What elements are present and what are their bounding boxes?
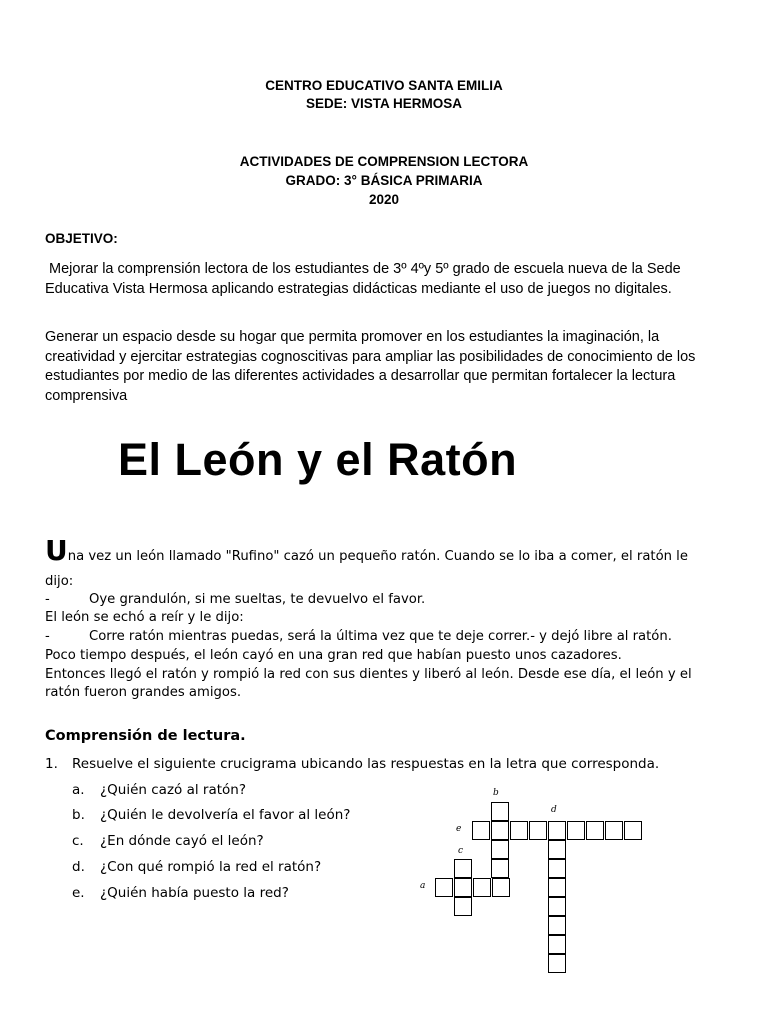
- year-label: 2020: [368, 192, 400, 207]
- question-e: ¿Quién había puesto la red?: [100, 885, 289, 901]
- crossword-cell[interactable]: [454, 859, 472, 878]
- objective-paragraph-2: Generar un espacio desde su hogar que permita promover en los estudiantes la imaginación, la creatividad y ejercitar estrategias cognoscitivas para ampliar las posibilidades de conocimiento de los estudiantes por medio de las diferentes actividades a desarrollar que permitan fortalecer la lectura comprensiva: [45, 329, 696, 404]
- crossword-cell[interactable]: [548, 935, 566, 954]
- grade-label: GRADO: 3° BÁSICA PRIMARIA: [285, 173, 483, 188]
- crossword-cell[interactable]: [548, 878, 566, 897]
- story-line-4: El león se echó a reír y le dijo:: [45, 610, 244, 625]
- drop-cap: U: [45, 534, 68, 567]
- crossword-clue-label-d: d: [551, 805, 557, 815]
- story-line-2: dijo:: [45, 574, 74, 589]
- crossword-clue-label-b: b: [493, 788, 499, 798]
- question-letter: b.: [72, 807, 85, 823]
- question-c: ¿En dónde cayó el león?: [100, 833, 264, 849]
- instruction-text: Resuelve el siguiente crucigrama ubicando las respuestas en la letra que corresponda.: [72, 756, 660, 772]
- crossword-cell[interactable]: [491, 840, 509, 859]
- question-letter: e.: [72, 885, 85, 901]
- crossword-cell[interactable]: [605, 821, 623, 840]
- instruction-number: 1.: [45, 756, 58, 772]
- dialogue-text: Oye grandulón, si me sueltas, te devuelvo el favor.: [89, 592, 426, 607]
- crossword-cell[interactable]: [548, 859, 566, 878]
- crossword-cell[interactable]: [473, 878, 491, 897]
- comprehension-heading: Comprensión de lectura.: [45, 728, 246, 744]
- story-line-6: Poco tiempo después, el león cayó en una gran red que habían puesto unos cazadores.: [45, 648, 622, 663]
- crossword-cell[interactable]: [624, 821, 642, 840]
- question-b: ¿Quién le devolvería el favor al león?: [100, 807, 351, 823]
- campus-name: SEDE: VISTA HERMOSA: [305, 96, 462, 111]
- crossword-cell[interactable]: [491, 859, 509, 878]
- crossword-clue-label-a: a: [420, 881, 426, 891]
- crossword-cell[interactable]: [435, 878, 453, 897]
- crossword-cell[interactable]: [492, 878, 510, 897]
- dialogue-text: Corre ratón mientras puedas, será la última vez que te deje correr.- y dejó libre al ratón.: [89, 629, 672, 644]
- story-dialogue-1: [45, 591, 725, 610]
- question-letter: d.: [72, 859, 85, 875]
- crossword-cell[interactable]: [510, 821, 528, 840]
- crossword-cell[interactable]: [548, 897, 566, 916]
- story-line-8: ratón fueron grandes amigos.: [45, 685, 242, 700]
- crossword-clue-label-e: e: [456, 824, 462, 834]
- activity-title: ACTIVIDADES DE COMPRENSION LECTORA: [239, 154, 529, 169]
- dialogue-dash: -: [45, 629, 50, 644]
- crossword-cell[interactable]: [548, 821, 566, 840]
- crossword-cell[interactable]: [491, 802, 509, 821]
- dialogue-dash: -: [45, 592, 50, 607]
- question-a: ¿Quién cazó al ratón?: [100, 782, 246, 798]
- story-line-1: [45, 534, 725, 567]
- crossword-cell[interactable]: [529, 821, 547, 840]
- crossword-cell[interactable]: [454, 878, 472, 897]
- crossword-cell[interactable]: [567, 821, 585, 840]
- crossword-cell[interactable]: [548, 916, 566, 935]
- crossword-cell[interactable]: [586, 821, 604, 840]
- objective-paragraph-1: Mejorar la comprensión lectora de los estudiantes de 3º 4ºy 5º grado de escuela nueva de la Sede Educativa Vista Hermosa aplicando estrategias didácticas mediante el uso de juegos no digitales.: [45, 261, 685, 297]
- question-letter: a.: [72, 782, 85, 798]
- crossword-cell[interactable]: [548, 840, 566, 859]
- crossword-cell[interactable]: [491, 821, 509, 840]
- school-name: CENTRO EDUCATIVO SANTA EMILIA: [265, 78, 503, 93]
- story-dialogue-2: [45, 628, 725, 647]
- crossword-clue-label-c: c: [458, 846, 464, 856]
- question-d: ¿Con qué rompió la red el ratón?: [100, 859, 322, 875]
- story-title: El León y el Ratón: [118, 434, 518, 485]
- crossword-cell[interactable]: [454, 897, 472, 916]
- story-text: na vez un león llamado "Rufino" cazó un pequeño ratón. Cuando se lo iba a comer, el ratón le: [67, 549, 688, 564]
- crossword-cell[interactable]: [548, 954, 566, 973]
- story-line-7: Entonces llegó el ratón y rompió la red con sus dientes y liberó al león. Desde ese día, el león y el: [45, 667, 692, 682]
- question-letter: c.: [72, 833, 84, 849]
- objective-label: OBJETIVO:: [45, 231, 118, 246]
- crossword-cell[interactable]: [472, 821, 490, 840]
